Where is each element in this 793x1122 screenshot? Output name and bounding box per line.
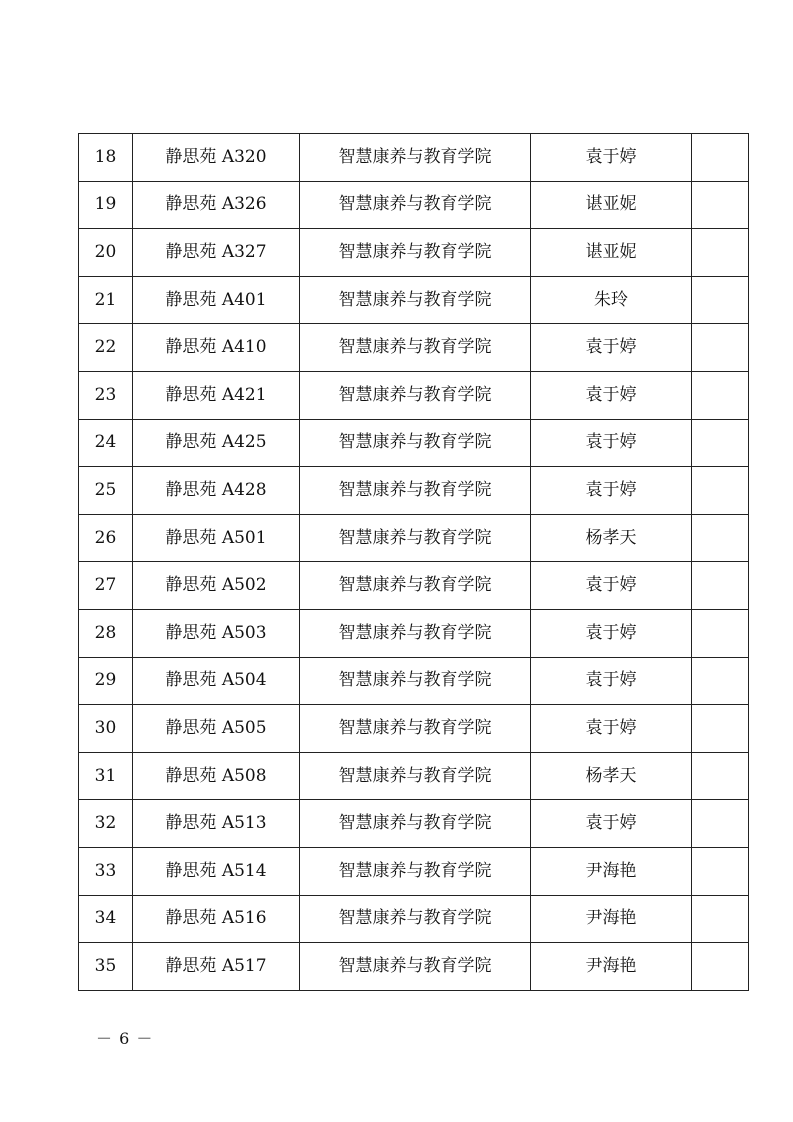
table-row [79, 657, 749, 705]
cell-teacher: 袁于婷 [531, 371, 692, 419]
cell-room: 静思苑 A428 [133, 467, 300, 515]
cell-room: 静思苑 A410 [133, 324, 300, 372]
dormitory-table-body [79, 134, 749, 991]
cell-room: 静思苑 A326 [133, 181, 300, 229]
cell-teacher: 杨孝天 [531, 752, 692, 800]
cell-note [692, 752, 749, 800]
table-row [79, 419, 749, 467]
cell-teacher: 袁于婷 [531, 705, 692, 753]
cell-note [692, 609, 749, 657]
table-row [79, 752, 749, 800]
cell-room: 静思苑 A504 [133, 657, 300, 705]
cell-college: 智慧康养与教育学院 [300, 134, 531, 182]
table-row [79, 705, 749, 753]
cell-number: 35 [79, 943, 133, 991]
cell-number: 29 [79, 657, 133, 705]
cell-note [692, 847, 749, 895]
cell-college: 智慧康养与教育学院 [300, 467, 531, 515]
cell-note [692, 467, 749, 515]
table-row [79, 943, 749, 991]
cell-note [692, 800, 749, 848]
cell-number: 19 [79, 181, 133, 229]
cell-room: 静思苑 A425 [133, 419, 300, 467]
cell-college: 智慧康养与教育学院 [300, 705, 531, 753]
cell-number: 24 [79, 419, 133, 467]
cell-room: 静思苑 A320 [133, 134, 300, 182]
cell-teacher: 袁于婷 [531, 800, 692, 848]
cell-teacher: 袁于婷 [531, 419, 692, 467]
cell-number: 18 [79, 134, 133, 182]
cell-teacher: 谌亚妮 [531, 229, 692, 277]
cell-college: 智慧康养与教育学院 [300, 657, 531, 705]
cell-teacher: 袁于婷 [531, 467, 692, 515]
cell-number: 27 [79, 562, 133, 610]
cell-room: 静思苑 A517 [133, 943, 300, 991]
cell-teacher: 谌亚妮 [531, 181, 692, 229]
cell-note [692, 943, 749, 991]
table-row [79, 847, 749, 895]
cell-teacher: 袁于婷 [531, 562, 692, 610]
cell-room: 静思苑 A508 [133, 752, 300, 800]
cell-teacher: 朱玲 [531, 276, 692, 324]
page-number: － 6 － [96, 1029, 154, 1048]
cell-college: 智慧康养与教育学院 [300, 895, 531, 943]
cell-teacher: 袁于婷 [531, 609, 692, 657]
cell-room: 静思苑 A514 [133, 847, 300, 895]
cell-college: 智慧康养与教育学院 [300, 609, 531, 657]
cell-teacher: 尹海艳 [531, 895, 692, 943]
cell-teacher: 袁于婷 [531, 134, 692, 182]
cell-college: 智慧康养与教育学院 [300, 181, 531, 229]
cell-note [692, 324, 749, 372]
cell-college: 智慧康养与教育学院 [300, 276, 531, 324]
cell-college: 智慧康养与教育学院 [300, 847, 531, 895]
cell-teacher: 杨孝天 [531, 514, 692, 562]
cell-note [692, 371, 749, 419]
cell-number: 20 [79, 229, 133, 277]
table-row [79, 229, 749, 277]
cell-number: 32 [79, 800, 133, 848]
cell-room: 静思苑 A503 [133, 609, 300, 657]
cell-number: 34 [79, 895, 133, 943]
table-row [79, 609, 749, 657]
cell-college: 智慧康养与教育学院 [300, 371, 531, 419]
cell-college: 智慧康养与教育学院 [300, 229, 531, 277]
cell-teacher: 袁于婷 [531, 657, 692, 705]
cell-teacher: 尹海艳 [531, 847, 692, 895]
cell-college: 智慧康养与教育学院 [300, 514, 531, 562]
cell-note [692, 229, 749, 277]
cell-note [692, 181, 749, 229]
cell-note [692, 657, 749, 705]
cell-room: 静思苑 A421 [133, 371, 300, 419]
cell-note [692, 705, 749, 753]
cell-teacher: 尹海艳 [531, 943, 692, 991]
table-row [79, 181, 749, 229]
cell-room: 静思苑 A327 [133, 229, 300, 277]
table-row [79, 467, 749, 515]
cell-number: 21 [79, 276, 133, 324]
cell-number: 22 [79, 324, 133, 372]
cell-room: 静思苑 A501 [133, 514, 300, 562]
cell-room: 静思苑 A513 [133, 800, 300, 848]
cell-number: 31 [79, 752, 133, 800]
table-row [79, 562, 749, 610]
table-row [79, 514, 749, 562]
cell-college: 智慧康养与教育学院 [300, 419, 531, 467]
table-row [79, 324, 749, 372]
cell-college: 智慧康养与教育学院 [300, 943, 531, 991]
cell-note [692, 419, 749, 467]
cell-note [692, 895, 749, 943]
cell-college: 智慧康养与教育学院 [300, 752, 531, 800]
cell-number: 25 [79, 467, 133, 515]
dormitory-table [78, 133, 749, 991]
cell-note [692, 562, 749, 610]
cell-number: 28 [79, 609, 133, 657]
cell-college: 智慧康养与教育学院 [300, 324, 531, 372]
cell-note [692, 134, 749, 182]
cell-number: 33 [79, 847, 133, 895]
table-row [79, 895, 749, 943]
table-row [79, 134, 749, 182]
cell-room: 静思苑 A505 [133, 705, 300, 753]
cell-room: 静思苑 A502 [133, 562, 300, 610]
cell-number: 26 [79, 514, 133, 562]
cell-note [692, 514, 749, 562]
cell-college: 智慧康养与教育学院 [300, 800, 531, 848]
cell-note [692, 276, 749, 324]
cell-number: 30 [79, 705, 133, 753]
cell-room: 静思苑 A516 [133, 895, 300, 943]
cell-college: 智慧康养与教育学院 [300, 562, 531, 610]
cell-teacher: 袁于婷 [531, 324, 692, 372]
table-row [79, 371, 749, 419]
cell-room: 静思苑 A401 [133, 276, 300, 324]
table-row [79, 800, 749, 848]
cell-number: 23 [79, 371, 133, 419]
table-row [79, 276, 749, 324]
